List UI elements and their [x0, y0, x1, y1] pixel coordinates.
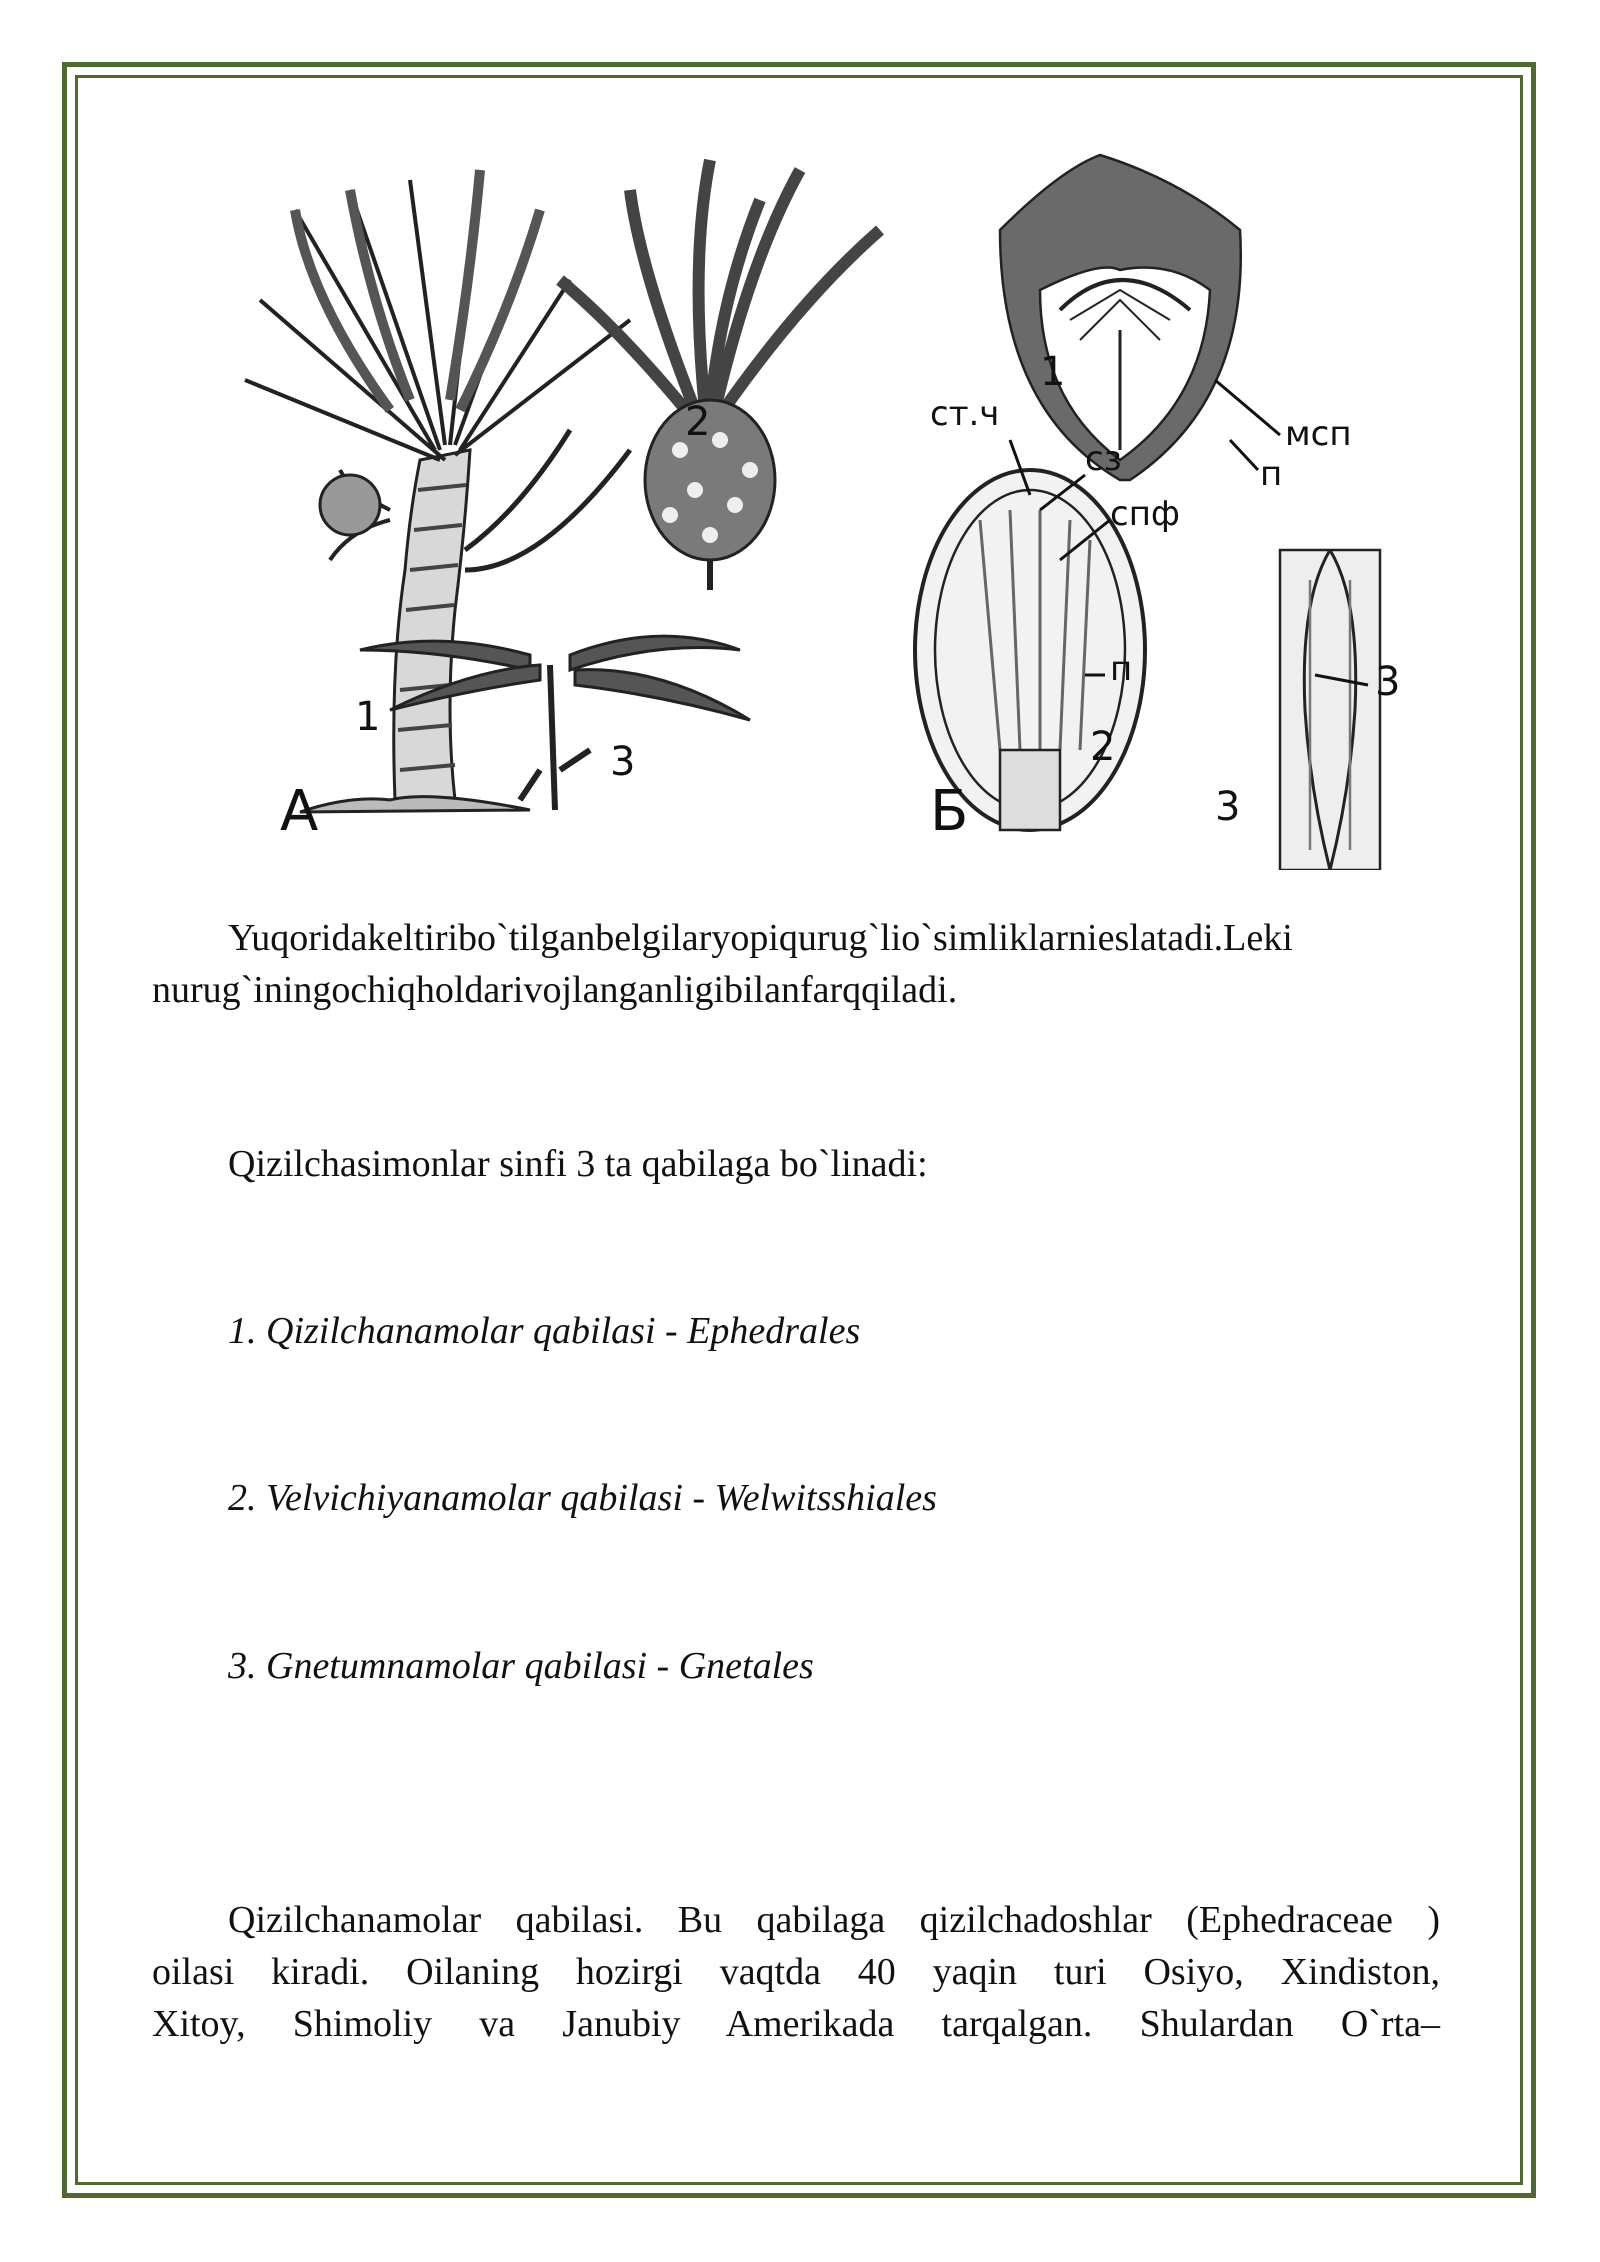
paragraph-3-line-3: Xitoy, Shimoliy va Janubiy Amerikada tarqalgan. Shulardan O`rta– [152, 2003, 1440, 2045]
list-item-2-text: 2. Velvichiyanamolar qabilasi - Welwitsshiales [228, 1477, 937, 1519]
annotation-sz: сз [1085, 439, 1122, 479]
paragraph-2-text: Qizilchasimonlar sinfi 3 ta qabilaga bo`linadi: [228, 1143, 928, 1185]
plant-a1-illustration [245, 170, 630, 812]
paragraph-3-line-2: oilasi kiradi. Oilaning hozirgi vaqtda 40 yaqin turi Osiyo, Xindiston, [152, 1951, 1440, 1993]
annotation-p-lower: п [1110, 649, 1133, 689]
b-number-2: 2 [1090, 724, 1116, 770]
paragraph-3-line-1: Qizilchanamolar qabilasi. Bu qabilaga qizilchadoshlar (Ephedraceae ) [228, 1899, 1440, 1941]
structure-b3-illustration [1280, 550, 1380, 870]
paragraph-1 [152, 912, 1440, 1016]
b-number-1: 1 [1040, 349, 1066, 395]
list-item-1-text: 1. Qizilchanamolar qabilasi - Ephedrales [228, 1310, 861, 1352]
figure-illustration [240, 150, 1400, 870]
annotation-p-upper: п [1260, 454, 1283, 494]
list-item-1 [152, 1305, 1440, 1357]
cone-section-b1-illustration [1000, 155, 1241, 480]
annotation-st-ch: ст.ч [930, 394, 1000, 434]
plant-a2-illustration [560, 160, 880, 590]
paragraph-3 [152, 1894, 1440, 2050]
paragraph-2 [152, 1138, 1440, 1190]
annotation-msp: мсп [1285, 414, 1352, 454]
annotation-spf: спф [1110, 494, 1180, 534]
list-item-2 [152, 1472, 1440, 1524]
b-number-3: 3 [1215, 784, 1241, 830]
panel-label-b: Б [930, 779, 969, 844]
a-number-3: 3 [610, 739, 636, 785]
list-item-3-text: 3. Gnetumnamolar qabilasi - Gnetales [228, 1645, 814, 1687]
paragraph-1-line-2: nurug`iningochiqholdarivojlanganligibilanfarqqiladi. [152, 969, 958, 1011]
botanical-figure [240, 150, 1400, 870]
a-number-2: 2 [685, 399, 711, 445]
paragraph-1-line-1: Yuqoridakeltiribo`tilganbelgilaryopiqurug`lio`simliklarnieslatadi.Leki [228, 917, 1293, 959]
panel-label-a: А [280, 779, 319, 844]
a-number-1: 1 [355, 694, 381, 740]
list-item-3 [152, 1640, 1440, 1692]
annotation-3: 3 [1375, 659, 1400, 705]
